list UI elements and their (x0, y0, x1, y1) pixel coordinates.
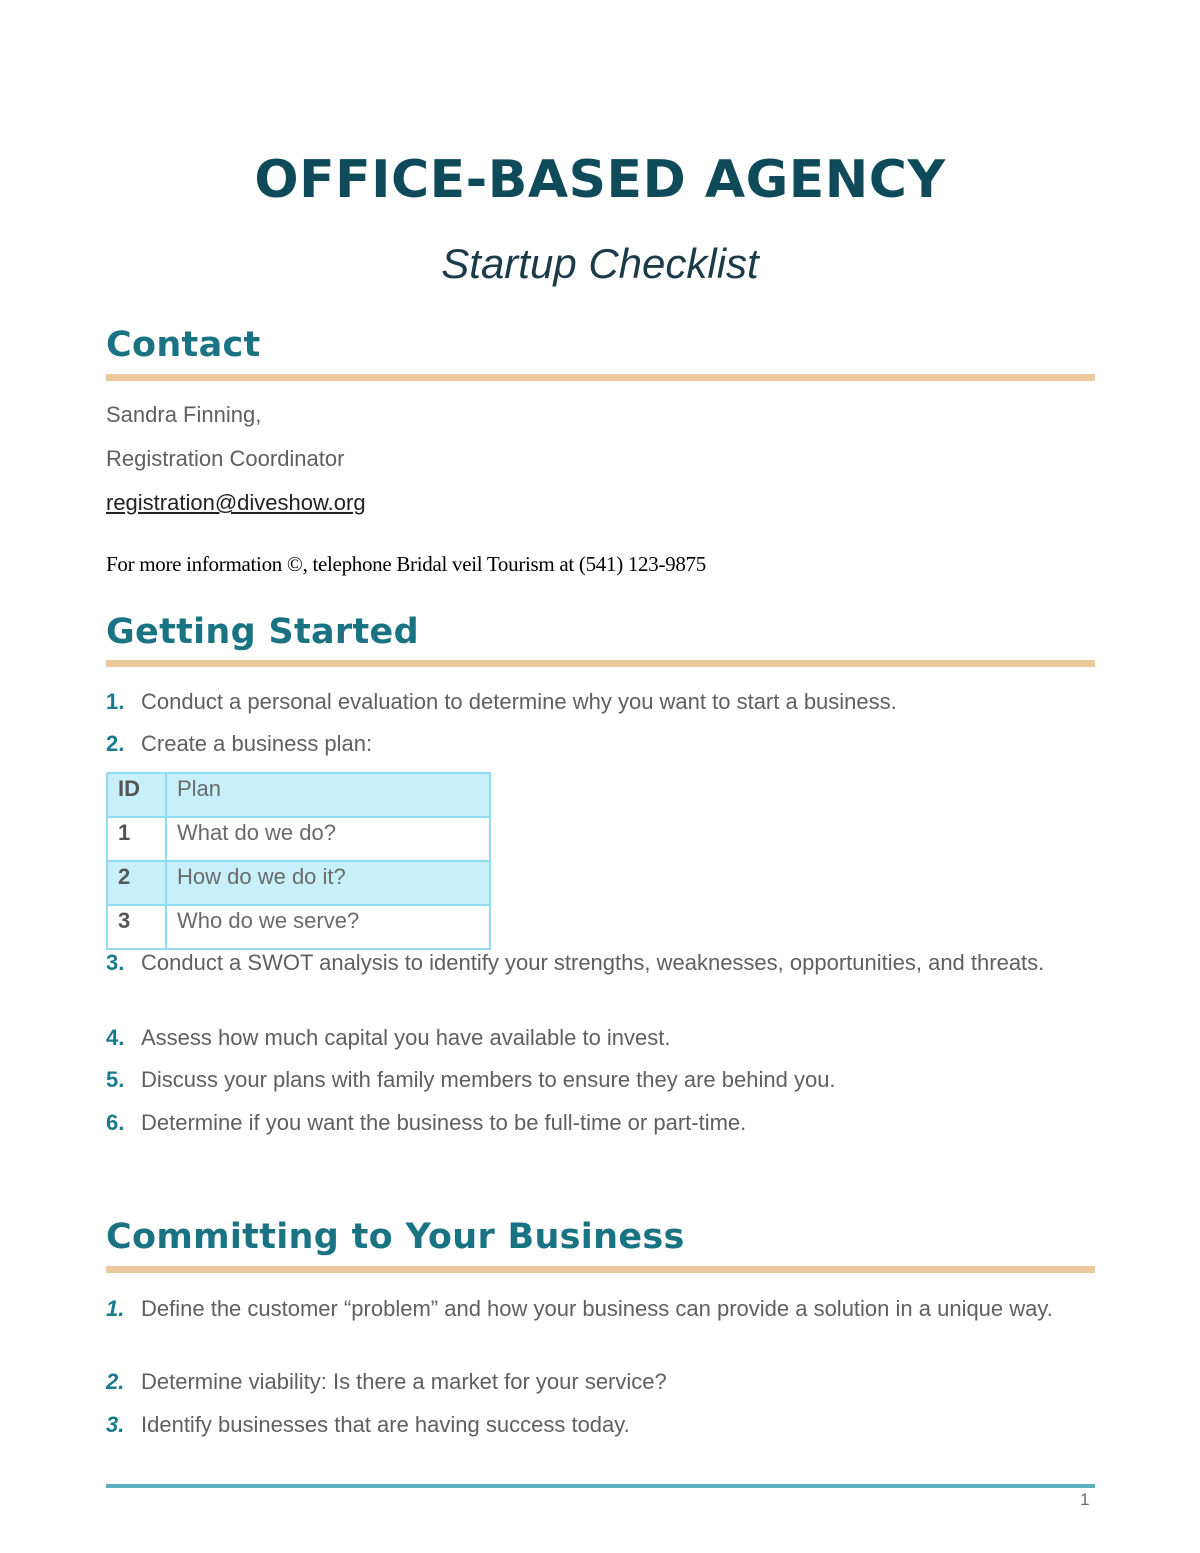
list-number: 3. (106, 950, 125, 975)
list-text: Determine if you want the business to be full-time or part-time. (141, 1110, 747, 1135)
list-text: Discuss your plans with family members to ensure they are behind you. (141, 1067, 836, 1092)
document-subtitle: Startup Checklist (441, 240, 759, 287)
list-item (106, 1107, 1066, 1138)
list-item (106, 947, 1066, 978)
table-header-cell: ID (107, 773, 166, 817)
list-item (106, 1293, 1066, 1324)
list-number: 6. (106, 1110, 125, 1135)
list-item (106, 1022, 1066, 1053)
list-number: 2. (106, 731, 125, 756)
table-cell-plan: How do we do it? (166, 861, 490, 905)
table-cell-plan: What do we do? (166, 817, 490, 861)
table-row (107, 905, 490, 949)
list-text: Define the customer “problem” and how your business can provide a solution in a unique way. (141, 1296, 1053, 1321)
info-line: For more information ©, telephone Bridal veil Tourism at (541) 123-9875 (106, 552, 706, 576)
footer-divider (106, 1484, 1095, 1488)
table-row (107, 817, 490, 861)
contact-name: Sandra Finning, (106, 402, 262, 427)
list-text: Identify businesses that are having success today. (141, 1412, 630, 1437)
getting-started-heading: Getting Started (106, 612, 419, 652)
table-row (107, 861, 490, 905)
business-plan-table (106, 772, 491, 950)
table-cell-plan: Who do we serve? (166, 905, 490, 949)
list-text: Conduct a personal evaluation to determine why you want to start a business. (141, 689, 897, 714)
table-header-cell: Plan (166, 773, 490, 817)
list-number: 2. (106, 1369, 125, 1394)
list-number: 3. (106, 1412, 125, 1437)
section-divider (106, 660, 1095, 667)
contact-email-link[interactable]: registration@diveshow.org (106, 490, 366, 515)
section-divider (106, 1266, 1095, 1273)
list-text: Assess how much capital you have available to invest. (141, 1025, 671, 1050)
list-item (106, 728, 1066, 759)
contact-role: Registration Coordinator (106, 446, 345, 471)
section-divider (106, 374, 1095, 381)
list-text: Conduct a SWOT analysis to identify your strengths, weaknesses, opportunities, and threats. (141, 950, 1045, 975)
contact-email-row (106, 490, 366, 516)
table-cell-id: 1 (107, 817, 166, 861)
table-header-row (107, 773, 490, 817)
list-number: 1. (106, 689, 125, 714)
list-item (106, 1064, 1066, 1095)
committing-heading: Committing to Your Business (106, 1217, 685, 1257)
list-text: Determine viability: Is there a market for your service? (141, 1369, 667, 1394)
list-text: Create a business plan: (141, 731, 373, 756)
list-item (106, 1366, 1066, 1397)
list-item (106, 686, 1066, 717)
list-number: 5. (106, 1067, 125, 1092)
list-number: 1. (106, 1296, 125, 1321)
document-title: OFFICE-BASED AGENCY (254, 150, 946, 210)
page-number: 1 (1080, 1490, 1090, 1509)
table-cell-id: 2 (107, 861, 166, 905)
list-item (106, 1409, 1066, 1440)
table-cell-id: 3 (107, 905, 166, 949)
list-number: 4. (106, 1025, 125, 1050)
contact-heading: Contact (106, 325, 261, 365)
